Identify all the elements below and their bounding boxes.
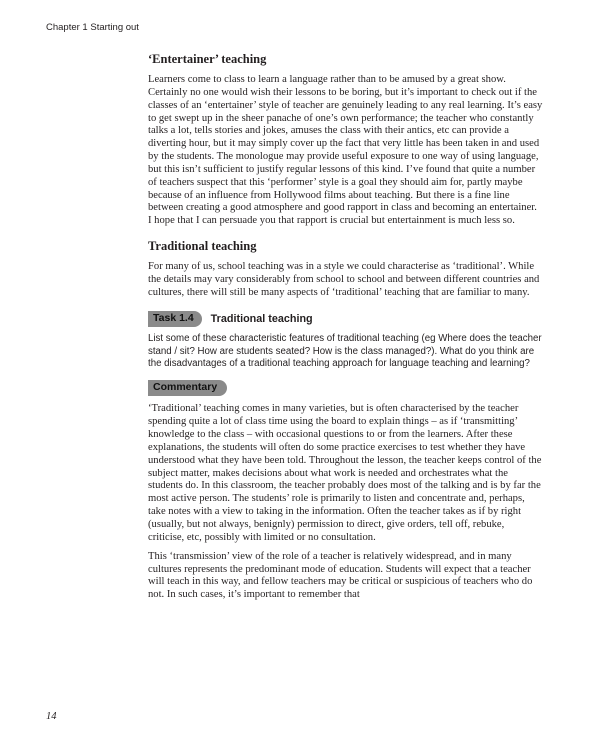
task-badge: Task 1.4 [148,311,202,327]
commentary-paragraph: ‘Traditional’ teaching comes in many varieties, but is often characterised by the teacher spending quite a lot of class time using the board to explain things – as if ‘transmitting’ knowledge to the class – with occasional questions to or from the learners. After these explanations, the students will often do some practice exercises to test whether they have understood what they have been told. Throughout the lesson, the teacher keeps control of the subject matter, makes decisions about what work is needed and orchestrates what the students do. In this classroom, the teacher probably does most of the talking and is by far the most active person. The students’ role is primarily to listen and concentrate and, perhaps, take notes with a view to taking in the information. Often the teacher takes as if by right (usually, but not always, benignly) permission to direct, give orders, tell off, rebuke, criticise, etc, possibly with limited or no consultation. [148,403,542,543]
section-entertainer-teaching [148,52,543,228]
section-heading: ‘Entertainer’ teaching [148,52,267,66]
task-title: Traditional teaching [210,312,313,325]
body-paragraph: For many of us, school teaching was in a style we could characterise as ‘traditional’. While the details may vary considerably from school to school and between different countries and cultures, there will still be many aspects of ‘traditional’ teaching that are familiar to many. [148,261,540,298]
commentary-badge: Commentary [148,380,227,396]
running-head: Chapter 1 Starting out [46,22,139,33]
main-content [148,52,543,602]
task-instructions: List some of these characteristic features of traditional teaching (eg Where does the teacher stand / sit? How are students seated? How is the class managed?). What do you think are the disadvantages of a traditional teaching approach for language teaching and learning? [148,332,542,370]
section-heading: Traditional teaching [148,239,257,254]
page-number: 14 [46,711,57,722]
section-traditional-teaching [148,239,543,300]
commentary-paragraph: This ‘transmission’ view of the role of a teacher is relatively widespread, and in many cultures represents the predominant mode of education. Students will expect that a teacher will teach in this way, and fellow teachers may be critical or suspicious of teachers who do not. In such cases, it’s important to remember that [148,550,533,601]
task-header [148,311,543,327]
body-paragraph: Learners come to class to learn a language rather than to be amused by a great show. Certainly no one would wish their lessons to be boring, but it’s important to check out if the classes of an ‘entertainer’ style of teacher are genuinely leading to any real learning. It’s easy to get swept up in the sheer panache of one’s own performance; the teacher who constantly talks a lot, tells stories and jokes, amuses the class with their antics, etc can provide a diverting hour, but it may simply cover up the fact that very little has been taken in and used by the students. The monologue may provide useful exposure to one way of using language, but this isn’t sufficient to justify regular lessons of this kind. I’ve found that quite a number of teachers suspect that this ‘performer’ style is a goal they should aim for, partly maybe because of an influence from Hollywood films about teaching. But there is a fine line between creating a good atmosphere and good rapport in class and becoming an entertainer. I hope that I can persuade you that rapport is crucial but entertainment is much less so. [148,74,543,227]
